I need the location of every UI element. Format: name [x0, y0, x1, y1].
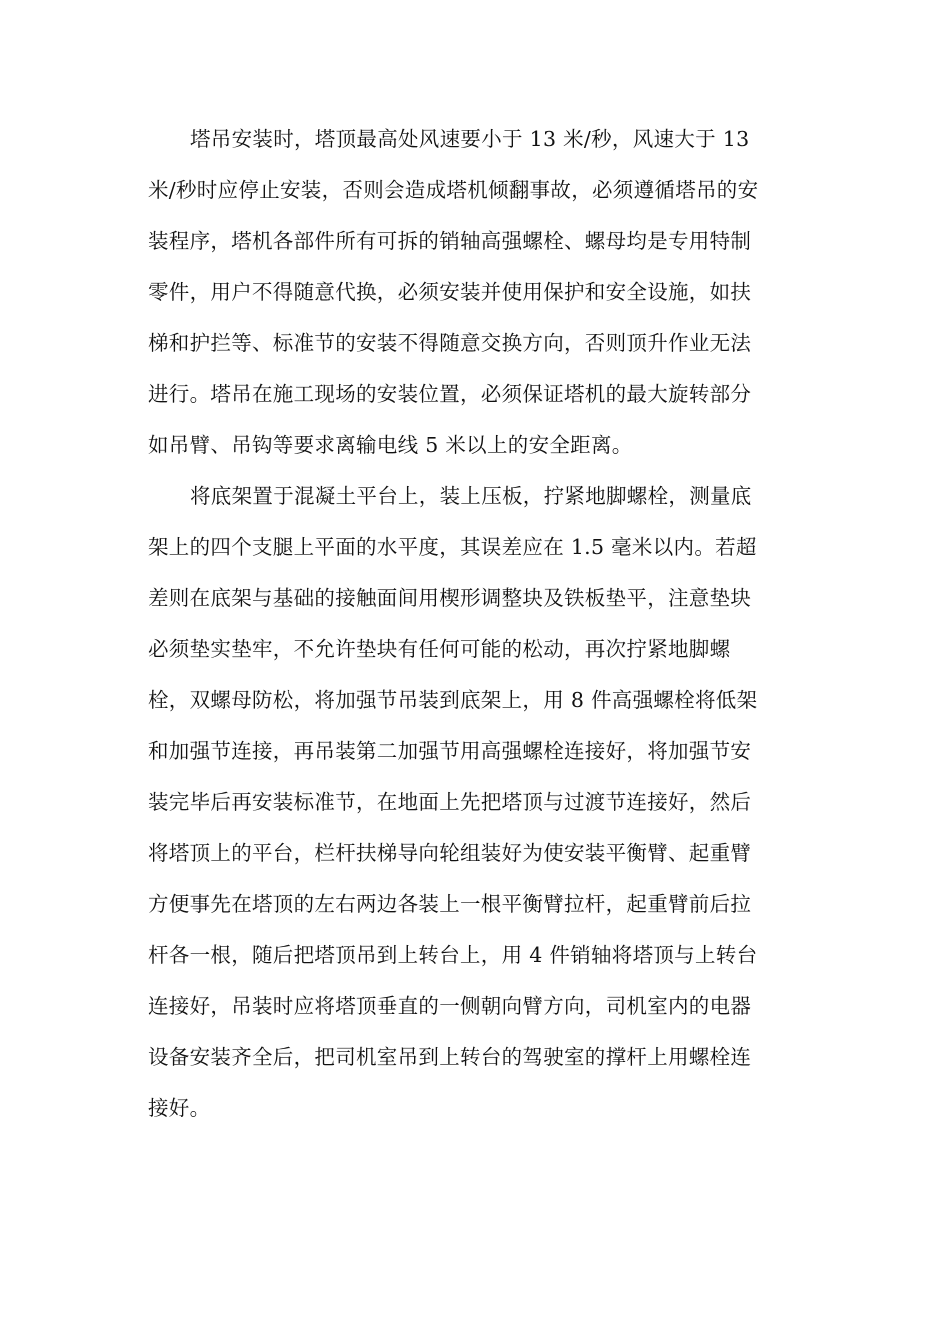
paragraph-line: 进行。塔吊在施工现场的安装位置，必须保证塔机的最大旋转部分 — [148, 382, 752, 406]
paragraph-line: 梯和护拦等、标准节的安装不得随意交换方向，否则顶升作业无法 — [148, 331, 752, 355]
paragraph-line: 设备安装齐全后，把司机室吊到上转台的驾驶室的撑杆上用螺栓连 — [148, 1045, 752, 1069]
paragraph-line: 将塔顶上的平台，栏杆扶梯导向轮组装好为使安装平衡臂、起重臂 — [148, 841, 752, 865]
paragraph-line: 米/秒时应停止安装，否则会造成塔机倾翻事故，必须遵循塔吊的安 — [148, 178, 759, 202]
paragraph-line: 必须垫实垫牢，不允许垫块有任何可能的松动，再次拧紧地脚螺 — [148, 637, 731, 661]
paragraph-line: 将底架置于混凝土平台上，装上压板，拧紧地脚螺栓，测量底 — [190, 484, 752, 508]
paragraph-line: 架上的四个支腿上平面的水平度，其误差应在 1.5 毫米以内。若超 — [148, 535, 757, 559]
paragraph-line: 零件，用户不得随意代换，必须安装并使用保护和安全设施，如扶 — [148, 280, 752, 304]
paragraph-line: 如吊臂、吊钩等要求离输电线 5 米以上的安全距离。 — [148, 433, 633, 457]
paragraph-line: 连接好，吊装时应将塔顶垂直的一侧朝向臂方向，司机室内的电器 — [148, 994, 752, 1018]
paragraph-line: 方便事先在塔顶的左右两边各装上一根平衡臂拉杆，起重臂前后拉 — [148, 892, 752, 916]
paragraph-line: 杆各一根，随后把塔顶吊到上转台上，用 4 件销轴将塔顶与上转台 — [148, 943, 758, 967]
paragraph-line: 接好。 — [148, 1096, 211, 1120]
paragraph-line: 差则在底架与基础的接触面间用楔形调整块及铁板垫平，注意垫块 — [148, 586, 752, 610]
paragraph-line: 装程序，塔机各部件所有可拆的销轴高强螺栓、螺母均是专用特制 — [148, 229, 752, 253]
paragraph-line: 和加强节连接，再吊装第二加强节用高强螺栓连接好，将加强节安 — [148, 739, 752, 763]
paragraph-line: 塔吊安装时，塔顶最高处风速要小于 13 米/秒，风速大于 13 — [190, 127, 750, 151]
paragraph-line: 装完毕后再安装标准节，在地面上先把塔顶与过渡节连接好，然后 — [148, 790, 752, 814]
paragraph-line: 栓，双螺母防松，将加强节吊装到底架上，用 8 件高强螺栓将低架 — [148, 688, 758, 712]
